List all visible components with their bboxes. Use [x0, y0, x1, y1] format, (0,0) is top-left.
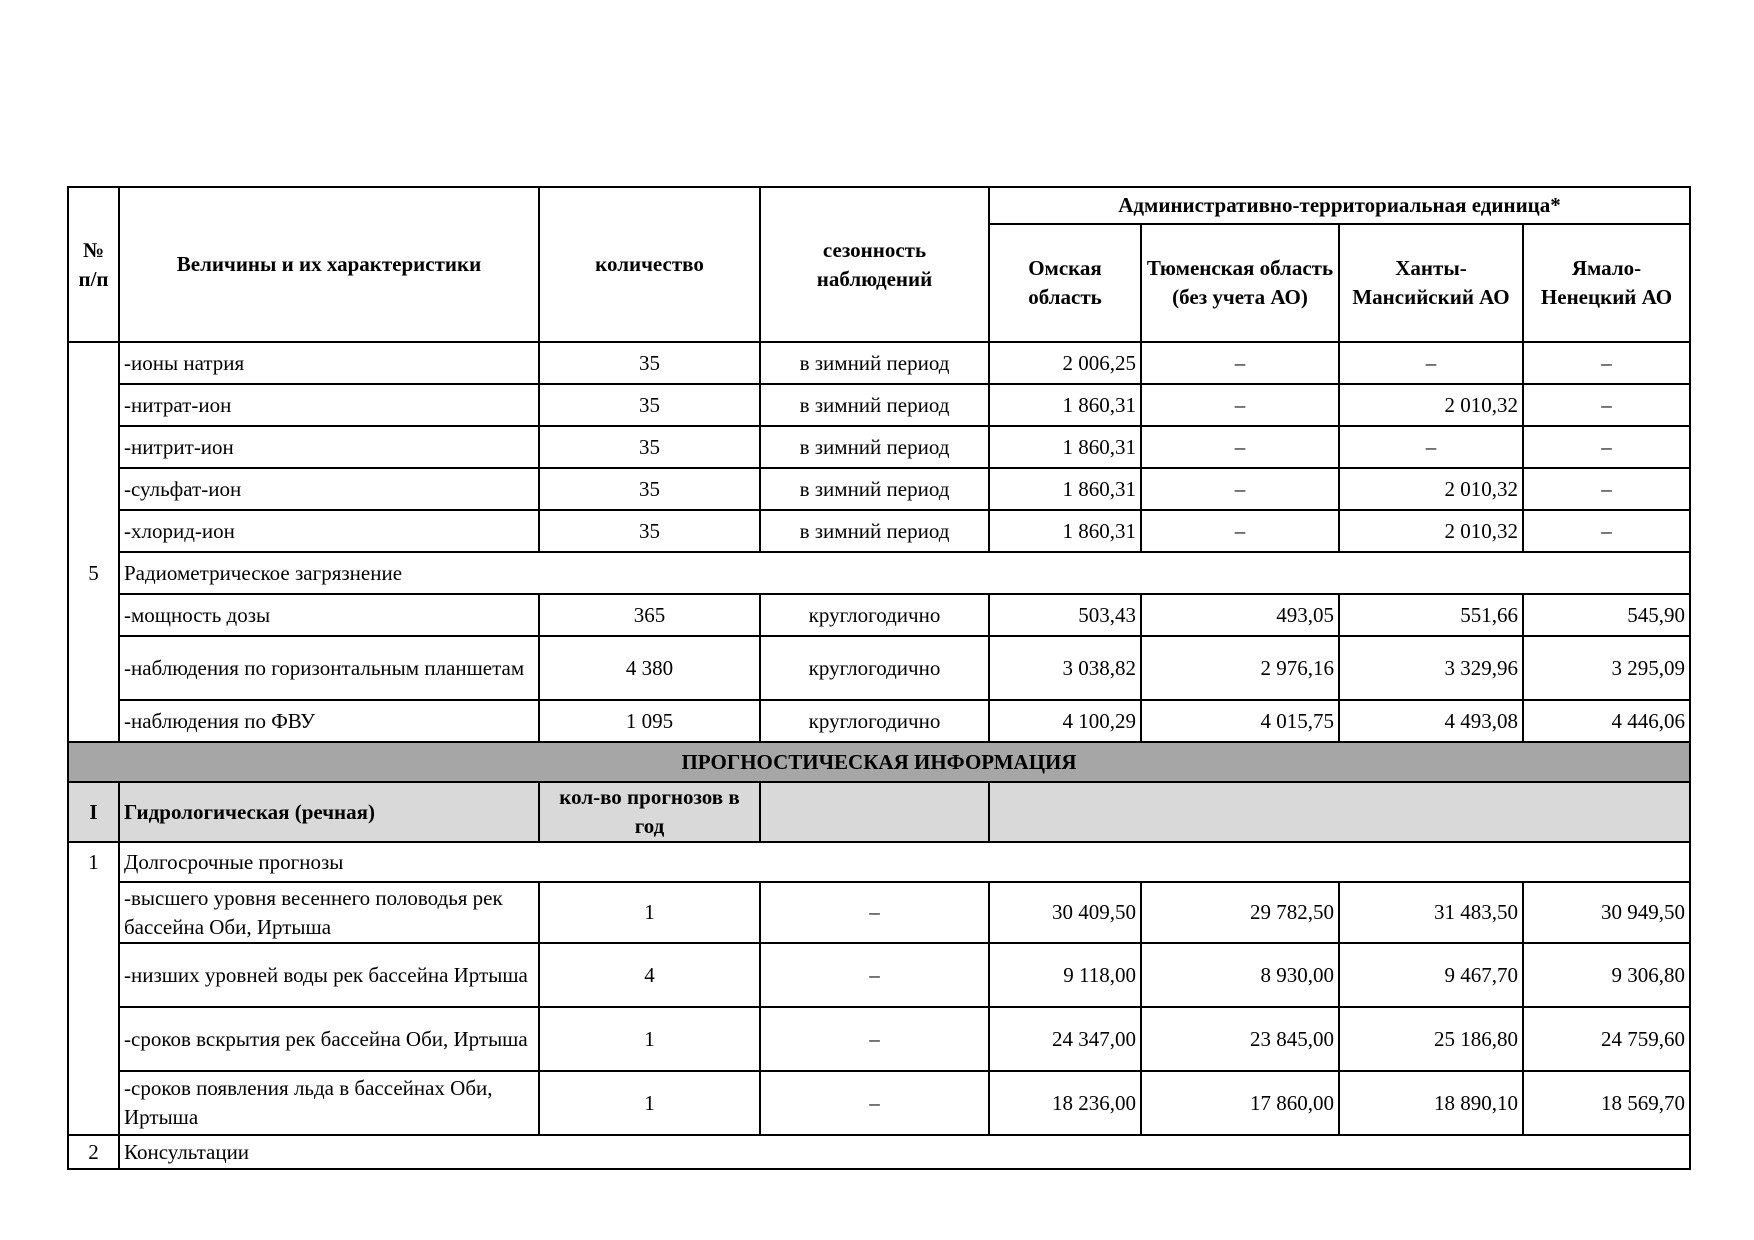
row-name: -нитрат-ион [119, 384, 539, 426]
row-season: – [760, 1071, 989, 1135]
table-row [68, 594, 1690, 636]
row-season: – [760, 943, 989, 1007]
value-yanao: – [1523, 510, 1690, 552]
section-title: Радиометрическое загрязнение [119, 552, 1690, 594]
table-row [68, 882, 1690, 943]
value-omsk: 503,43 [989, 594, 1141, 636]
section-number: I [68, 782, 119, 842]
row-season: в зимний период [760, 468, 989, 510]
row-qty: 1 [539, 1007, 760, 1071]
subsection-number: 1 [68, 842, 119, 882]
value-tyumen: – [1141, 510, 1339, 552]
subsection-title: Консультации [119, 1135, 1690, 1169]
value-khmao: 2 010,32 [1339, 510, 1523, 552]
value-yanao: – [1523, 384, 1690, 426]
value-tyumen: – [1141, 342, 1339, 384]
value-tyumen: 4 015,75 [1141, 700, 1339, 742]
forecast-band: ПРОГНОСТИЧЕСКАЯ ИНФОРМАЦИЯ [68, 742, 1690, 782]
num-cell [68, 594, 119, 636]
value-khmao: 2 010,32 [1339, 384, 1523, 426]
table-row [68, 510, 1690, 552]
table-row [68, 636, 1690, 700]
value-khmao: 31 483,50 [1339, 882, 1523, 943]
value-omsk: 3 038,82 [989, 636, 1141, 700]
section-empty-cell [760, 782, 989, 842]
value-omsk: 2 006,25 [989, 342, 1141, 384]
value-tyumen: 29 782,50 [1141, 882, 1339, 943]
value-khmao: 9 467,70 [1339, 943, 1523, 1007]
row-name: -сроков появления льда в бассейнах Оби, Иртыша [119, 1071, 539, 1135]
table-row [68, 468, 1690, 510]
value-yanao: 545,90 [1523, 594, 1690, 636]
num-cell [68, 1007, 119, 1071]
section-row [68, 782, 1690, 842]
value-khmao: – [1339, 426, 1523, 468]
subsection-number: 2 [68, 1135, 119, 1169]
row-season: в зимний период [760, 384, 989, 426]
num-cell [68, 426, 119, 468]
value-yanao: 9 306,80 [1523, 943, 1690, 1007]
table-row [68, 552, 1690, 594]
value-yanao: 18 569,70 [1523, 1071, 1690, 1135]
section-number: 5 [68, 552, 119, 594]
row-name: -наблюдения по ФВУ [119, 700, 539, 742]
row-name: -ионы натрия [119, 342, 539, 384]
header-quantity: количество [539, 187, 760, 342]
row-qty: 1 095 [539, 700, 760, 742]
row-qty: 1 [539, 882, 760, 943]
header-num: № п/п [68, 187, 119, 342]
value-yanao: 24 759,60 [1523, 1007, 1690, 1071]
table-row [68, 700, 1690, 742]
num-cell [68, 468, 119, 510]
row-name: -наблюдения по горизонтальным планшетам [119, 636, 539, 700]
row-season: в зимний период [760, 426, 989, 468]
row-season: круглогодично [760, 700, 989, 742]
value-tyumen: – [1141, 384, 1339, 426]
num-cell [68, 1071, 119, 1135]
value-tyumen: 2 976,16 [1141, 636, 1339, 700]
value-khmao: 2 010,32 [1339, 468, 1523, 510]
table-row [68, 426, 1690, 468]
num-cell [68, 882, 119, 943]
row-qty: 365 [539, 594, 760, 636]
num-cell [68, 384, 119, 426]
section-title: Гидрологическая (речная) [119, 782, 539, 842]
value-khmao: 25 186,80 [1339, 1007, 1523, 1071]
value-yanao: 30 949,50 [1523, 882, 1690, 943]
value-yanao: – [1523, 426, 1690, 468]
row-qty: 35 [539, 426, 760, 468]
row-name: -хлорид-ион [119, 510, 539, 552]
row-name: -нитрит-ион [119, 426, 539, 468]
section-empty-cell [989, 782, 1690, 842]
num-cell [68, 943, 119, 1007]
header-characteristics: Величины и их характеристики [119, 187, 539, 342]
table-row [68, 1071, 1690, 1135]
table-row [68, 842, 1690, 882]
header-region-omsk: Омская область [989, 224, 1141, 342]
row-season: круглогодично [760, 594, 989, 636]
row-qty: 4 [539, 943, 760, 1007]
header-admin-unit: Административно-территориальная единица* [989, 187, 1690, 224]
value-tyumen: 8 930,00 [1141, 943, 1339, 1007]
value-khmao: 551,66 [1339, 594, 1523, 636]
row-name: -сроков вскрытия рек бассейна Оби, Иртыша [119, 1007, 539, 1071]
subsection-title: Долгосрочные прогнозы [119, 842, 1690, 882]
value-omsk: 9 118,00 [989, 943, 1141, 1007]
row-name: -сульфат-ион [119, 468, 539, 510]
value-tyumen: 23 845,00 [1141, 1007, 1339, 1071]
value-tyumen: 17 860,00 [1141, 1071, 1339, 1135]
num-cell [68, 636, 119, 700]
row-season: круглогодично [760, 636, 989, 700]
value-khmao: – [1339, 342, 1523, 384]
row-qty: 35 [539, 384, 760, 426]
value-omsk: 4 100,29 [989, 700, 1141, 742]
value-omsk: 1 860,31 [989, 426, 1141, 468]
header-region-tyumen: Тюменская область (без учета АО) [1141, 224, 1339, 342]
value-omsk: 18 236,00 [989, 1071, 1141, 1135]
value-yanao: 4 446,06 [1523, 700, 1690, 742]
table-row [68, 1135, 1690, 1169]
row-qty: 4 380 [539, 636, 760, 700]
value-khmao: 3 329,96 [1339, 636, 1523, 700]
value-omsk: 24 347,00 [989, 1007, 1141, 1071]
value-khmao: 4 493,08 [1339, 700, 1523, 742]
value-omsk: 1 860,31 [989, 510, 1141, 552]
table-row [68, 1007, 1690, 1071]
row-season: – [760, 1007, 989, 1071]
row-season: – [760, 882, 989, 943]
value-omsk: 1 860,31 [989, 384, 1141, 426]
row-qty: 35 [539, 510, 760, 552]
value-khmao: 18 890,10 [1339, 1071, 1523, 1135]
row-name: -высшего уровня весеннего половодья рек бассейна Оби, Иртыша [119, 882, 539, 943]
value-yanao: – [1523, 468, 1690, 510]
row-name: -мощность дозы [119, 594, 539, 636]
table-row [68, 384, 1690, 426]
value-tyumen: – [1141, 468, 1339, 510]
value-tyumen: 493,05 [1141, 594, 1339, 636]
row-qty: 1 [539, 1071, 760, 1135]
header-region-khmao: Ханты-Мансийский АО [1339, 224, 1523, 342]
row-qty: 35 [539, 468, 760, 510]
row-season: в зимний период [760, 510, 989, 552]
value-omsk: 30 409,50 [989, 882, 1141, 943]
section-qty-label: кол-во прогнозов в год [539, 782, 760, 842]
value-tyumen: – [1141, 426, 1339, 468]
row-qty: 35 [539, 342, 760, 384]
header-seasonality: сезонность наблюдений [760, 187, 989, 342]
row-season: в зимний период [760, 342, 989, 384]
value-omsk: 1 860,31 [989, 468, 1141, 510]
num-cell [68, 342, 119, 384]
row-name: -низших уровней воды рек бассейна Иртыша [119, 943, 539, 1007]
table-row [68, 342, 1690, 384]
data-table [67, 186, 1691, 1170]
num-cell [68, 510, 119, 552]
num-cell [68, 700, 119, 742]
table-row [68, 943, 1690, 1007]
value-yanao: – [1523, 342, 1690, 384]
value-yanao: 3 295,09 [1523, 636, 1690, 700]
header-region-yanao: Ямало-Ненецкий АО [1523, 224, 1690, 342]
